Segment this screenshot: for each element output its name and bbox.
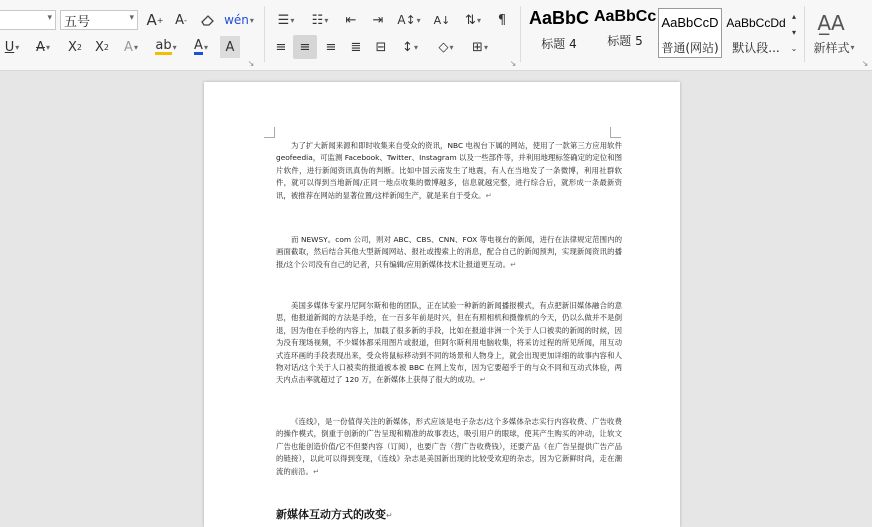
justify-icon[interactable]: ≣: [350, 39, 362, 55]
style-sample: AaBbCc: [594, 8, 656, 25]
body-paragraph: [276, 300, 622, 387]
body-paragraph: [276, 140, 622, 202]
new-style-label: 新样式: [813, 40, 850, 55]
styles-more-icon[interactable]: ⌄: [790, 43, 798, 53]
font-size-select[interactable]: [60, 10, 138, 30]
chevron-down-icon: ▾: [129, 13, 134, 23]
font-name-select[interactable]: [0, 10, 56, 30]
heading-text: 新媒体互动方式的改变: [276, 508, 386, 521]
numbered-list-icon[interactable]: ☷ ▾: [311, 12, 329, 28]
ribbon-toolbar: [0, 0, 872, 71]
crop-mark: [264, 127, 275, 138]
panel-launcher-icon[interactable]: ↘: [247, 58, 255, 68]
text-effect-button[interactable]: A ▾: [124, 39, 138, 55]
document-page[interactable]: [204, 82, 680, 527]
paragraph-mark-icon: ↵: [386, 511, 393, 520]
paragraph-mark-icon: ↵: [312, 466, 320, 476]
shading-icon[interactable]: ◇ ▾: [438, 39, 454, 55]
bullet-list-icon[interactable]: ☰ ▾: [277, 12, 295, 28]
style-heading5[interactable]: [594, 8, 656, 58]
style-default-paragraph[interactable]: [724, 8, 788, 58]
strikethrough-button[interactable]: A ▾: [36, 39, 50, 55]
font-size-value: 五号: [64, 14, 91, 30]
borders-icon[interactable]: ⊞ ▾: [472, 39, 488, 55]
body-paragraph: [276, 234, 622, 271]
align-center-icon[interactable]: ≡: [293, 35, 317, 59]
align-left-icon[interactable]: ≡: [275, 39, 287, 55]
panel-launcher-icon[interactable]: ↘: [861, 58, 869, 68]
style-caption: 标题 4: [541, 37, 577, 51]
text-direction-icon[interactable]: A↕ ▾: [397, 13, 421, 27]
paragraph-spacing-icon[interactable]: ⇅ ▾: [465, 12, 481, 28]
style-sample: AaBbC: [528, 8, 589, 28]
crop-mark: [610, 127, 621, 138]
section-heading: [276, 506, 393, 522]
subscript-button[interactable]: X 2: [95, 39, 109, 55]
body-paragraph: [276, 416, 622, 478]
divider: [804, 6, 805, 62]
sort-icon[interactable]: A↓: [433, 13, 451, 27]
phonetic-guide-button[interactable]: wén ▾: [224, 13, 254, 27]
paragraph-mark-icon: ↵: [479, 375, 486, 385]
new-style-button[interactable]: 新样式 ▾: [813, 40, 855, 55]
style-sample: AaBbCcDd: [726, 16, 786, 30]
paragraph-mark-icon: ↵: [485, 190, 492, 200]
style-normal-web[interactable]: [658, 8, 722, 58]
eraser-icon[interactable]: [197, 9, 219, 31]
highlight-button[interactable]: ab ▾: [155, 37, 177, 53]
style-sample: AaBbCcD: [661, 15, 719, 30]
paragraph-text: 《连线》，是一份值得关注的新媒体，形式应该是电子杂志/这个多媒体杂志实行内容收费、广告收费的操作模式，倒重于创新的广告呈现和精准的故事表达，吸引用户的眼球，使其产生购买的冲动，让软文广告也能创造价值/它不但要内容（订阅），也要广告（营广告收费钱），还要产品（在广告呈提供广告产品的链接），以此可以得到变现，《连线》杂志是美国新出现的比较受欢迎的杂志，因为它新鲜时尚，走在潮流的前沿。: [276, 417, 622, 476]
styles-scroll-up-icon[interactable]: ▴: [791, 11, 796, 21]
divider: [264, 6, 265, 62]
divider: [520, 6, 521, 62]
underline-button[interactable]: U ▾: [4, 39, 20, 55]
shrink-font-button[interactable]: A -: [175, 12, 187, 28]
decrease-indent-icon[interactable]: ⇤: [345, 12, 357, 28]
paragraph-text: 为了扩大新闻来源和即时收集来自受众的资讯，NBC 电视台下属的网站，使用了一款第三方应用软件 geofeedia，可监测 Facebook、Twitter、Instagram 以及一些部件等，并利用地理标签确定的定位和图片软件，进行新闻资讯真伪的判断。比如中国云南发生了地震，有人在当地发了一条微博，利用社群软件，就可以得到当地新闻/正同一地点收集的微博越多，信息就越完整，进行综合后，就形成一条最新资讯，被推荐在网站的显著位置/这样新闻生产，就是来自于受众。: [276, 141, 622, 200]
new-style-icon[interactable]: A̲A: [817, 11, 845, 35]
style-caption: 默认段...: [732, 41, 780, 55]
paragraph-mark-icon: ↵: [510, 259, 517, 269]
style-heading4[interactable]: [526, 8, 592, 58]
superscript-button[interactable]: X 2: [68, 39, 82, 55]
char-shading-button[interactable]: A: [220, 36, 240, 58]
align-right-icon[interactable]: ≡: [325, 39, 337, 55]
increase-indent-icon[interactable]: ⇥: [372, 12, 384, 28]
font-color-button[interactable]: A ▾: [194, 38, 208, 53]
paragraph-text: 而 NEWSY。com 公司，则对 ABC、CBS、CNN、FOX 等电视台的新闻，进行在法律规定范围内的画面截取，然后结合其他大型新闻网站、报社或搜索上的消息，配合自己的新闻预判，实现新闻资讯的播报/这个公司没有自己的记者，只有编辑/应用新媒体技术让报道更互动。: [276, 235, 622, 269]
distributed-icon[interactable]: ⊟: [375, 39, 387, 55]
styles-scroll-down-icon[interactable]: ▾: [791, 27, 796, 37]
show-marks-icon[interactable]: ¶: [497, 12, 507, 28]
style-caption: 普通(网站): [661, 41, 719, 55]
grow-font-button[interactable]: A +: [146, 11, 164, 29]
paragraph-text: 美国多媒体专家丹尼阿尔斯和他的团队，正在试验一种新的新闻播报模式，有点把新旧媒体融合的意思，他报道新闻的方法是手绘，在一百多年前是时兴，但在有照相机和摄像机的今天，仍以么做并不是倒退，因为他在手绘的内容上，加载了很多新的手段，比如在报道非洲一个关于人口被卖的新闻的时候，因为没有现场视频，不少媒体都采用图片或报道，但阿尔斯利用电脑收集，将采访过程的所见所闻，用互动式连环画的手段表现出来，受众将鼠标移动到不同的场景和人物身上，就会出现更加详细的故事内容和人物对话/这个关于人口被卖的报道被本被 BBC 在网上发布，因为它要超乎于的与众不同和互动式体验，两天内点击率就超过了 120 万，在新媒体上获得了很大的成功。: [276, 301, 622, 385]
panel-launcher-icon[interactable]: ↘: [509, 58, 517, 68]
style-caption: 标题 5: [607, 34, 643, 48]
line-spacing-icon[interactable]: ↕ ▾: [402, 39, 418, 55]
chevron-down-icon: ▾: [47, 13, 52, 23]
